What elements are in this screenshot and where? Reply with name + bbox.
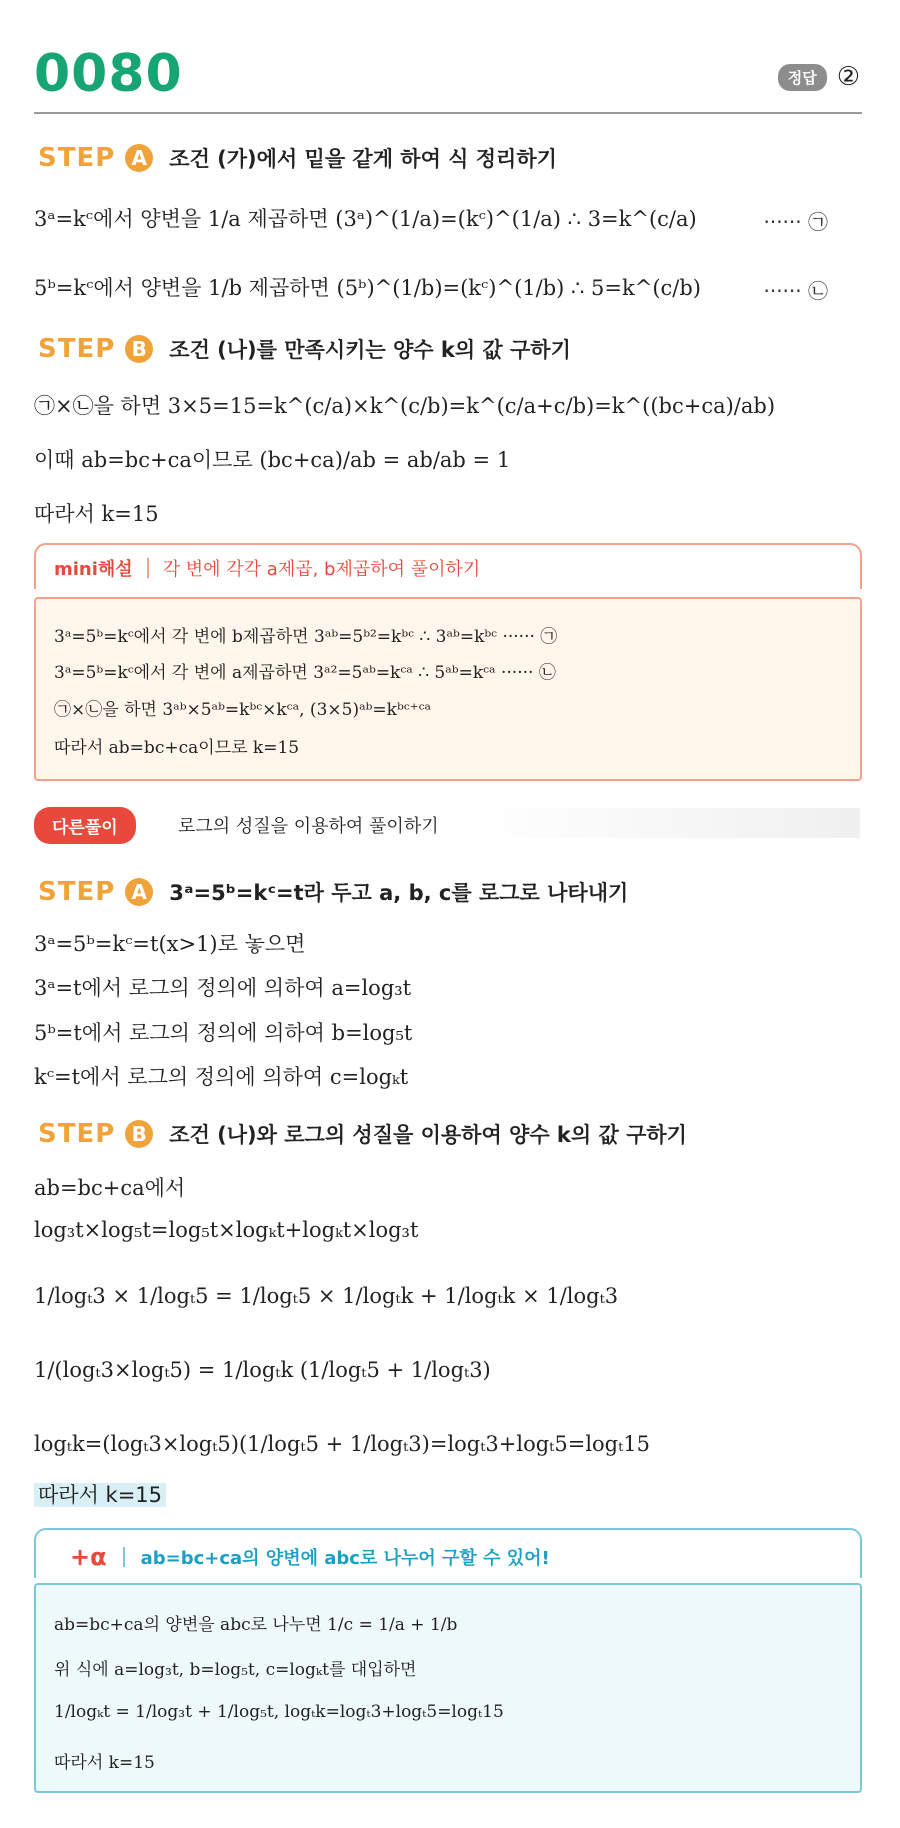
mini-line: 따라서 ab=bc+ca이므로 k=15 (54, 738, 300, 758)
equation-line: log₃t×log₅t=log₅t×logₖt+logₖt×log₃t (34, 1218, 419, 1242)
step-a-badge: A (125, 144, 153, 172)
step-label: STEP (38, 143, 116, 173)
alt-step-a-heading (38, 877, 628, 907)
alt-solution-badge: 다른풀이 (34, 807, 136, 844)
problem-number: 0080 (34, 44, 183, 104)
header-divider (34, 112, 862, 114)
conclusion-line: 따라서 k=15 (34, 502, 159, 526)
step-label: STEP (38, 334, 116, 364)
plus-alpha-line: 1/logₖt = 1/log₃t + 1/log₅t, logₜk=logₜ3+logₜ5=logₜ15 (54, 1702, 504, 1722)
step-b-badge: B (125, 335, 153, 363)
mini-line: 3ᵃ=5ᵇ=kᶜ에서 각 변에 b제곱하면 3ᵃᵇ=5ᵇ²=kᵇᶜ ∴ 3ᵃᵇ=kᵇᶜ ······ ㉠ (54, 627, 558, 647)
equation-line: 1/logₜ3 × 1/logₜ5 = 1/logₜ5 × 1/logₜk + 1/logₜk × 1/logₜ3 (34, 1284, 619, 1308)
alt-step-b-heading (38, 1119, 687, 1149)
equation-line: ab=bc+ca에서 (34, 1176, 186, 1200)
equation-line: logₜk=(logₜ3×logₜ5)(1/logₜ5 + 1/logₜ3)=logₜ3+logₜ5=logₜ15 (34, 1432, 651, 1456)
equation-line: kᶜ=t에서 로그의 정의에 의하여 c=logₖt (34, 1065, 409, 1089)
step-b-heading (38, 334, 571, 364)
conclusion-text: 따라서 k=15 (34, 1483, 166, 1507)
alt-solution-title: 로그의 성질을 이용하여 풀이하기 (178, 816, 439, 837)
plus-alpha-header (70, 1543, 550, 1571)
step-a-badge: A (125, 878, 153, 906)
mini-explanation-title: 각 변에 각각 a제곱, b제곱하여 풀이하기 (162, 559, 481, 580)
mini-explanation-label: mini해설 (54, 559, 133, 580)
plus-alpha-line: 따라서 k=15 (54, 1753, 155, 1773)
answer-value: ② (836, 62, 860, 92)
equation-line: ㉠×㉡을 하면 3×5=15=k^(c/a)×k^(c/b)=k^(c/a+c/b)=k^((bc+ca)/ab) (34, 394, 776, 418)
divider (147, 558, 149, 578)
equation-line: 이때 ab=bc+ca이므로 (bc+ca)/ab = ab/ab = 1 (34, 448, 511, 472)
mini-line: 3ᵃ=5ᵇ=kᶜ에서 각 변에 a제곱하면 3ᵃ²=5ᵃᵇ=kᶜᵃ ∴ 5ᵃᵇ=kᶜᵃ ······ ㉡ (54, 663, 556, 683)
equation-line: 3ᵃ=kᶜ에서 양변을 1/a 제곱하면 (3ᵃ)^(1/a)=(kᶜ)^(1/a) ∴ 3=k^(c/a) (34, 207, 697, 231)
alt-step-b-title: 조건 (나)와 로그의 성질을 이용하여 양수 k의 값 구하기 (169, 1123, 687, 1147)
step-label: STEP (38, 1119, 116, 1149)
alt-step-a-title: 3ᵃ=5ᵇ=kᶜ=t라 두고 a, b, c를 로그로 나타내기 (169, 881, 629, 905)
step-a-title: 조건 (가)에서 밑을 같게 하여 식 정리하기 (169, 147, 557, 171)
plus-alpha-line: ab=bc+ca의 양변을 abc로 나누면 1/c = 1/a + 1/b (54, 1615, 458, 1635)
decorative-band (470, 808, 860, 838)
step-b-title: 조건 (나)를 만족시키는 양수 k의 값 구하기 (169, 338, 571, 362)
conclusion-line (34, 1479, 166, 1509)
step-a-heading (38, 143, 557, 173)
answer-badge: 정답 (778, 64, 827, 91)
plus-alpha-line: 위 식에 a=log₃t, b=log₅t, c=logₖt를 대입하면 (54, 1660, 417, 1680)
equation-line: 3ᵃ=t에서 로그의 정의에 의하여 a=log₃t (34, 976, 412, 1000)
mini-line: ㉠×㉡을 하면 3ᵃᵇ×5ᵃᵇ=kᵇᶜ×kᶜᵃ, (3×5)ᵃᵇ=kᵇᶜ⁺ᶜᵃ (54, 700, 432, 720)
mini-explanation-header (54, 555, 480, 581)
plus-alpha-label: +α (70, 1543, 107, 1571)
equation-tag: ······ ㉡ (763, 279, 828, 303)
step-label: STEP (38, 877, 116, 907)
equation-tag: ······ ㉠ (763, 210, 828, 234)
step-b-badge: B (125, 1120, 153, 1148)
plus-alpha-title: ab=bc+ca의 양변에 abc로 나누어 구할 수 있어! (140, 1548, 550, 1569)
equation-line: 5ᵇ=kᶜ에서 양변을 1/b 제곱하면 (5ᵇ)^(1/b)=(kᶜ)^(1/b) ∴ 5=k^(c/b) (34, 276, 701, 300)
answer-box (778, 62, 860, 92)
divider (123, 1547, 125, 1567)
equation-line: 3ᵃ=5ᵇ=kᶜ=t(x>1)로 놓으면 (34, 932, 306, 956)
equation-line: 5ᵇ=t에서 로그의 정의에 의하여 b=log₅t (34, 1021, 413, 1045)
equation-line: 1/(logₜ3×logₜ5) = 1/logₜk (1/logₜ5 + 1/logₜ3) (34, 1358, 491, 1382)
